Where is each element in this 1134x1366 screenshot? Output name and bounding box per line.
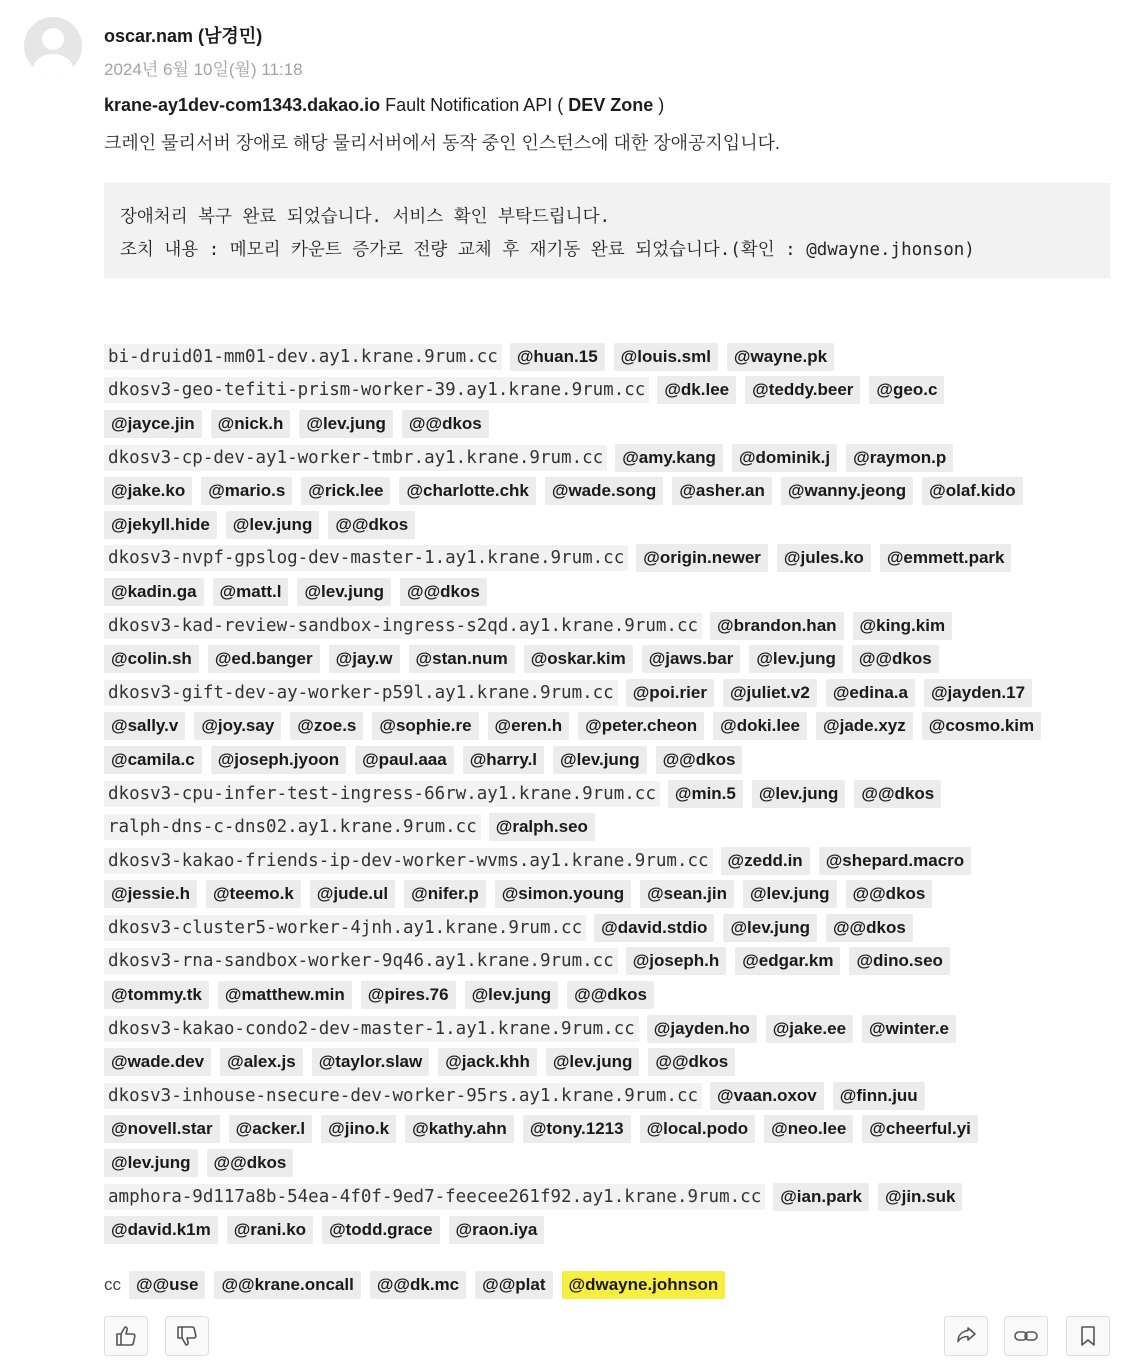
host-row bbox=[104, 1012, 1114, 1046]
user-mention[interactable]: @david.k1m bbox=[104, 1216, 218, 1244]
user-mention[interactable]: @jekyll.hide bbox=[104, 511, 217, 539]
user-mention[interactable]: @@dkos bbox=[402, 410, 489, 438]
host-name: dkosv3-cp-dev-ay1-worker-tmbr.ay1.krane.9rum.cc bbox=[104, 445, 607, 471]
user-mention[interactable]: @min.5 bbox=[668, 780, 743, 808]
bookmark-button[interactable] bbox=[1066, 1316, 1110, 1356]
user-mention[interactable]: @@dkos bbox=[846, 880, 933, 908]
user-mention[interactable]: @jayce.jin bbox=[104, 410, 202, 438]
user-mention[interactable]: @lev.jung bbox=[723, 914, 817, 942]
user-mention[interactable]: @king.kim bbox=[853, 612, 953, 640]
host-name: dkosv3-kad-review-sandbox-ingress-s2qd.ay1.krane.9rum.cc bbox=[104, 613, 702, 639]
user-mention[interactable]: @juliet.v2 bbox=[723, 679, 817, 707]
user-mention[interactable]: @jaws.bar bbox=[642, 645, 741, 673]
host-row bbox=[104, 676, 1114, 710]
user-mention[interactable]: @dominik.j bbox=[732, 444, 837, 472]
user-mention[interactable]: @wanny.jeong bbox=[781, 477, 913, 505]
host-row bbox=[104, 340, 1114, 374]
notice-code-block bbox=[104, 183, 1110, 278]
user-mention[interactable]: @local.podo bbox=[640, 1115, 756, 1143]
host-name: dkosv3-kakao-condo2-dev-master-1.ay1.krane.9rum.cc bbox=[104, 1016, 639, 1042]
user-mention[interactable]: @@dkos bbox=[400, 578, 487, 606]
user-mention[interactable]: @@dkos bbox=[852, 645, 939, 673]
host-name: bi-druid01-mm01-dev.ay1.krane.9rum.cc bbox=[104, 344, 502, 370]
user-mention[interactable]: @kathy.ahn bbox=[405, 1115, 514, 1143]
user-mention[interactable]: @@dkos bbox=[648, 1048, 735, 1076]
host-name: ralph-dns-c-dns02.ay1.krane.9rum.cc bbox=[104, 814, 481, 840]
post-timestamp: 2024년 6월 10일(월) 11:18 bbox=[104, 60, 303, 79]
user-mention[interactable]: @alex.js bbox=[220, 1048, 303, 1076]
user-mention[interactable]: @wade.dev bbox=[104, 1048, 211, 1076]
user-mention[interactable]: @tommy.tk bbox=[104, 981, 209, 1009]
user-mention[interactable]: @brandon.han bbox=[710, 612, 844, 640]
user-mention[interactable]: @peter.cheon bbox=[578, 712, 704, 740]
bookmark-icon bbox=[1076, 1324, 1100, 1348]
user-mention[interactable]: @jino.k bbox=[321, 1115, 396, 1143]
host-row bbox=[104, 945, 1114, 979]
host-row bbox=[104, 710, 1114, 744]
author-name[interactable]: oscar.nam (남경민) bbox=[104, 26, 263, 46]
user-mention[interactable]: @cosmo.kim bbox=[922, 712, 1041, 740]
host-row bbox=[104, 777, 1114, 811]
link-icon bbox=[1013, 1324, 1039, 1348]
host-mention-list bbox=[104, 340, 1114, 1247]
thumbs-down-icon bbox=[175, 1324, 199, 1348]
user-mention[interactable]: @jake.ko bbox=[104, 477, 192, 505]
user-mention[interactable]: @pires.76 bbox=[361, 981, 456, 1009]
user-mention[interactable]: @ed.banger bbox=[208, 645, 320, 673]
post-actions bbox=[0, 1316, 1134, 1366]
user-mention[interactable]: @colin.sh bbox=[104, 645, 199, 673]
user-mention[interactable]: @eren.h bbox=[488, 712, 570, 740]
cc-mention[interactable]: @@dk.mc bbox=[370, 1271, 466, 1299]
user-mention[interactable]: @zedd.in bbox=[721, 847, 810, 875]
user-mention[interactable]: @stan.num bbox=[409, 645, 515, 673]
user-mention[interactable]: @wade.song bbox=[545, 477, 663, 505]
host-row bbox=[104, 878, 1114, 912]
user-mention[interactable]: @louis.sml bbox=[614, 343, 718, 371]
user-mention[interactable]: @paul.aaa bbox=[355, 746, 454, 774]
host-row bbox=[104, 1079, 1114, 1113]
share-icon bbox=[954, 1324, 978, 1348]
post-description: 크레인 물리서버 장애로 해당 물리서버에서 동작 중인 인스턴스에 대한 장애공지입니다. bbox=[104, 133, 780, 153]
cc-mention[interactable]: @@krane.oncall bbox=[214, 1271, 360, 1299]
host-name: amphora-9d117a8b-54ea-4f0f-9ed7-feecee261f92.ay1.krane.9rum.cc bbox=[104, 1184, 765, 1210]
user-mention[interactable]: @ian.park bbox=[773, 1183, 869, 1211]
cc-mention-highlighted[interactable]: @dwayne.johnson bbox=[562, 1271, 726, 1299]
user-mention[interactable]: @dino.seo bbox=[849, 947, 949, 975]
user-silhouette-icon bbox=[24, 17, 82, 75]
user-mention[interactable]: @jules.ko bbox=[777, 544, 871, 572]
user-mention[interactable]: @doki.lee bbox=[713, 712, 807, 740]
user-mention[interactable]: @todd.grace bbox=[322, 1216, 439, 1244]
host-row bbox=[104, 407, 1114, 441]
user-mention[interactable]: @jude.ul bbox=[310, 880, 395, 908]
cc-mention[interactable]: @@plat bbox=[475, 1271, 552, 1299]
host-row bbox=[104, 844, 1114, 878]
host-row bbox=[104, 474, 1114, 508]
user-mention[interactable]: @jayden.17 bbox=[924, 679, 1032, 707]
host-row bbox=[104, 609, 1114, 643]
user-mention[interactable]: @jade.xyz bbox=[816, 712, 913, 740]
user-mention[interactable]: @taylor.slaw bbox=[312, 1048, 430, 1076]
host-row bbox=[104, 810, 1114, 844]
user-mention[interactable]: @lev.jung bbox=[553, 746, 647, 774]
user-mention[interactable]: @vaan.oxov bbox=[710, 1082, 824, 1110]
user-mention[interactable]: @lev.jung bbox=[743, 880, 837, 908]
user-mention[interactable]: @jay.w bbox=[329, 645, 400, 673]
host-name: dkosv3-cluster5-worker-4jnh.ay1.krane.9rum.cc bbox=[104, 915, 586, 941]
user-mention[interactable]: @nifer.p bbox=[404, 880, 486, 908]
user-mention[interactable]: @@dkos bbox=[207, 1149, 294, 1177]
host-row bbox=[104, 642, 1114, 676]
host-row bbox=[104, 441, 1114, 475]
user-mention[interactable]: @lev.jung bbox=[465, 981, 559, 1009]
user-mention[interactable]: @lev.jung bbox=[226, 511, 320, 539]
user-mention[interactable]: @emmett.park bbox=[880, 544, 1012, 572]
user-mention[interactable]: @jake.ee bbox=[766, 1015, 853, 1043]
host-name: dkosv3-kakao-friends-ip-dev-worker-wvms.ay1.krane.9rum.cc bbox=[104, 848, 713, 874]
user-mention[interactable]: @jayden.ho bbox=[647, 1015, 757, 1043]
user-mention[interactable]: @lev.jung bbox=[299, 410, 393, 438]
user-mention[interactable]: @acker.l bbox=[229, 1115, 313, 1143]
post-title bbox=[104, 95, 664, 116]
user-mention[interactable]: @harry.l bbox=[463, 746, 544, 774]
user-mention[interactable]: @ralph.seo bbox=[489, 813, 595, 841]
user-mention[interactable]: @lev.jung bbox=[546, 1048, 640, 1076]
user-mention[interactable]: @charlotte.chk bbox=[399, 477, 535, 505]
title-zone: DEV Zone bbox=[568, 95, 654, 115]
host-name: dkosv3-rna-sandbox-worker-9q46.ay1.krane.9rum.cc bbox=[104, 948, 618, 974]
host-row bbox=[104, 542, 1114, 576]
user-mention[interactable]: @@dkos bbox=[567, 981, 654, 1009]
user-mention[interactable]: @sophie.re bbox=[372, 712, 478, 740]
user-mention[interactable]: @raymon.p bbox=[846, 444, 953, 472]
user-mention[interactable]: @lev.jung bbox=[104, 1149, 198, 1177]
user-mention[interactable]: @jessie.h bbox=[104, 880, 197, 908]
user-mention[interactable]: @@dkos bbox=[328, 511, 415, 539]
dislike-button[interactable] bbox=[165, 1316, 209, 1356]
copy-link-button[interactable] bbox=[1004, 1316, 1048, 1356]
title-api: Fault Notification API ( bbox=[380, 95, 569, 115]
user-mention[interactable]: @raon.iya bbox=[449, 1216, 545, 1244]
user-mention[interactable]: @oskar.kim bbox=[524, 645, 633, 673]
user-mention[interactable]: @sally.v bbox=[104, 712, 185, 740]
user-mention[interactable]: @sean.jin bbox=[640, 880, 734, 908]
share-button[interactable] bbox=[944, 1316, 988, 1356]
user-mention[interactable]: @jack.khh bbox=[438, 1048, 537, 1076]
cc-label: cc bbox=[104, 1275, 121, 1294]
user-mention[interactable]: @huan.15 bbox=[510, 343, 605, 371]
user-mention[interactable]: @olaf.kido bbox=[922, 477, 1022, 505]
host-row bbox=[104, 1045, 1114, 1079]
user-mention[interactable]: @teemo.k bbox=[206, 880, 301, 908]
user-mention[interactable]: @matthew.min bbox=[218, 981, 352, 1009]
host-row bbox=[104, 1180, 1114, 1214]
user-mention[interactable]: @kadin.ga bbox=[104, 578, 204, 606]
user-mention[interactable]: @teddy.beer bbox=[745, 376, 860, 404]
user-mention[interactable]: @@dkos bbox=[656, 746, 743, 774]
host-row bbox=[104, 911, 1114, 945]
host-row bbox=[104, 575, 1114, 609]
host-row bbox=[104, 978, 1114, 1012]
user-mention[interactable]: @simon.young bbox=[495, 880, 631, 908]
user-mention[interactable]: @lev.jung bbox=[297, 578, 391, 606]
user-mention[interactable]: @jin.suk bbox=[878, 1183, 962, 1211]
user-mention[interactable]: @camila.c bbox=[104, 746, 202, 774]
user-mention[interactable]: @david.stdio bbox=[594, 914, 714, 942]
notice-line-1: 장애처리 복구 완료 되었습니다. 서비스 확인 부탁드립니다. bbox=[120, 207, 611, 227]
avatar[interactable] bbox=[24, 17, 82, 75]
user-mention[interactable]: @novell.star bbox=[104, 1115, 220, 1143]
cc-mention[interactable]: @@use bbox=[129, 1271, 205, 1299]
user-mention[interactable]: @lev.jung bbox=[752, 780, 846, 808]
thumbs-up-icon bbox=[114, 1324, 138, 1348]
user-mention[interactable]: @nick.h bbox=[211, 410, 291, 438]
user-mention[interactable]: @geo.c bbox=[869, 376, 944, 404]
user-mention[interactable]: @@dkos bbox=[826, 914, 913, 942]
user-mention[interactable]: @winter.e bbox=[862, 1015, 956, 1043]
host-row bbox=[104, 1113, 1114, 1147]
user-mention[interactable]: @mario.s bbox=[201, 477, 292, 505]
user-mention[interactable]: @asher.an bbox=[672, 477, 772, 505]
host-name: dkosv3-nvpf-gpslog-dev-master-1.ay1.krane.9rum.cc bbox=[104, 545, 628, 571]
cc-line bbox=[104, 1271, 734, 1299]
user-mention[interactable]: @tony.1213 bbox=[523, 1115, 631, 1143]
title-close: ) bbox=[653, 95, 665, 115]
user-mention[interactable]: @zoe.s bbox=[290, 712, 363, 740]
like-button[interactable] bbox=[104, 1316, 148, 1356]
user-mention[interactable]: @joy.say bbox=[194, 712, 281, 740]
user-mention[interactable]: @neo.lee bbox=[764, 1115, 853, 1143]
user-mention[interactable]: @edgar.km bbox=[735, 947, 840, 975]
host-row bbox=[104, 508, 1114, 542]
host-row bbox=[104, 743, 1114, 777]
user-mention[interactable]: @matt.l bbox=[213, 578, 289, 606]
user-mention[interactable]: @origin.newer bbox=[636, 544, 768, 572]
notice-line-2: 조치 내용 : 메모리 카운트 증가로 전량 교체 후 재기동 완료 되었습니다.(확인 : @dwayne.jhonson) bbox=[120, 240, 975, 260]
user-mention[interactable]: @lev.jung bbox=[749, 645, 843, 673]
host-name: dkosv3-geo-tefiti-prism-worker-39.ay1.krane.9rum.cc bbox=[104, 377, 649, 403]
user-mention[interactable]: @amy.kang bbox=[615, 444, 723, 472]
user-mention[interactable]: @cheerful.yi bbox=[862, 1115, 978, 1143]
user-mention[interactable]: @shepard.macro bbox=[819, 847, 971, 875]
user-mention[interactable]: @rick.lee bbox=[301, 477, 390, 505]
host-name: dkosv3-cpu-infer-test-ingress-66rw.ay1.krane.9rum.cc bbox=[104, 781, 660, 807]
host-name: dkosv3-inhouse-nsecure-dev-worker-95rs.ay1.krane.9rum.cc bbox=[104, 1083, 702, 1109]
host-row bbox=[104, 1213, 1114, 1247]
user-mention[interactable]: @edina.a bbox=[826, 679, 915, 707]
user-mention[interactable]: @wayne.pk bbox=[727, 343, 834, 371]
user-mention[interactable]: @poi.rier bbox=[626, 679, 714, 707]
user-mention[interactable]: @joseph.jyoon bbox=[211, 746, 346, 774]
host-row bbox=[104, 1146, 1114, 1180]
host-name: dkosv3-gift-dev-ay-worker-p59l.ay1.krane.9rum.cc bbox=[104, 680, 618, 706]
host-row bbox=[104, 374, 1114, 408]
user-mention[interactable]: @dk.lee bbox=[657, 376, 736, 404]
title-host: krane-ay1dev-com1343.dakao.io bbox=[104, 95, 381, 115]
user-mention[interactable]: @@dkos bbox=[854, 780, 941, 808]
user-mention[interactable]: @finn.juu bbox=[833, 1082, 925, 1110]
user-mention[interactable]: @joseph.h bbox=[626, 947, 726, 975]
user-mention[interactable]: @rani.ko bbox=[227, 1216, 313, 1244]
